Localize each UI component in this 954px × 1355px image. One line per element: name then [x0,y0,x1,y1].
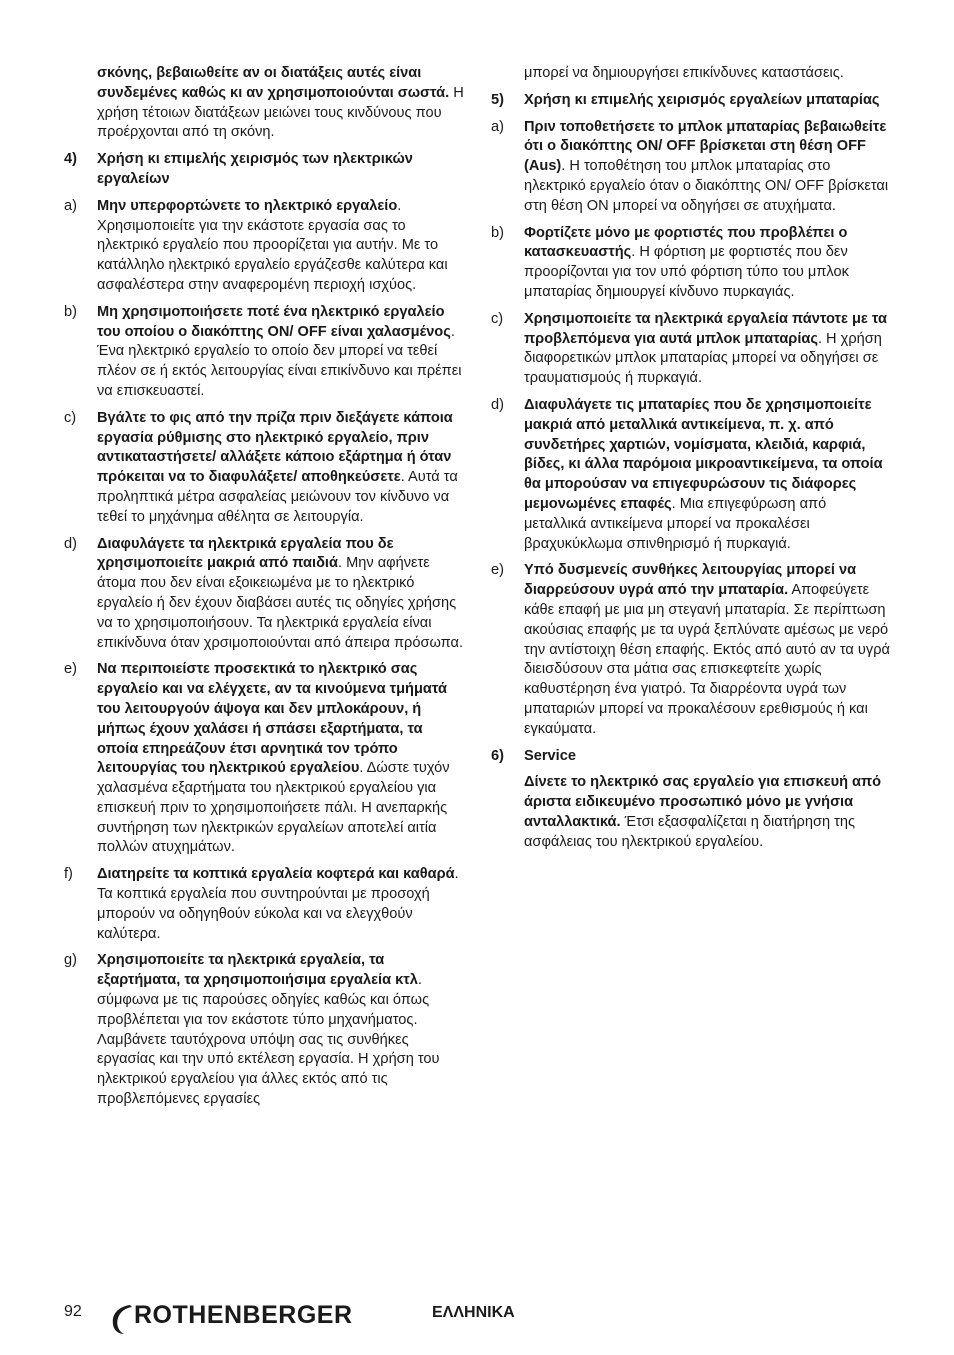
list-item: b) Μη χρησιμοποιήσετε ποτέ ένα ηλεκτρικό εργαλείο του οποίου ο διακόπτης ON/ OFF είναι χαλασμένος. Ένα ηλεκτρικό εργαλείο το οποίο δεν μπορεί να τεθεί πλέον σε ή εκτός λειτουργίας είναι επικίνδυνο και πρέπει να επισκευαστεί. [64,303,462,399]
list-item: a) Μην υπερφορτώνετε το ηλεκτρικό εργαλείο. Χρησιμοποιείτε για την εκάστοτε εργασία σας το ηλεκτρικό εργαλείο που προορίζεται για αυτήν. Με το κατάλληλο ηλεκτρικό εργαλείο εργάζεσθε καλύτερα και ασφαλέστερα στην αναφερομένη περιοχή ισχύος. [64,197,448,293]
continued-paragraph: μπορεί να δημιουργήσει επικίνδυνες καταστάσεις. [524,65,844,81]
page-number: 92 [64,1303,82,1320]
intro-paragraph: σκόνης, βεβαιωθείτε αν οι διατάξεις αυτές είναι συνδεμένες καθώς κι αν χρησιμοποιούνται σωστά. Η χρήση τέτοιων διατάξεων μειώνει τους κινδύνους που προέρχονται από τη σκόνη. [97,65,464,141]
list-item: e) Υπό δυσμενείς συνθήκες λειτουργίας μπορεί να διαρρεύσουν υγρά από την μπαταρία. Αποφεύγετε κάθε επαφή με μια μη στεγανή μπαταρία. Σε περίπτωση ακούσιας επαφής με τα υγρά ξεπλύνατε αμέσως με νερό την αντίστοιχη θέση επαφής. Εκτός από αυτό αν τα υγρά διεισδύσουν στα μάτια σας επισκεφτείτε χωρίς καθυστέρηση ένα γιατρό. Τα διαρρέοντα υγρά των μπαταριών μπορεί να προκαλέσουν ερεθισμούς ή και εγκαύματα. [491,562,890,737]
left-column [64,64,464,1117]
rothenberger-logo [108,1301,368,1335]
section-heading-6: 6) Service [491,747,576,764]
page-footer [64,1301,864,1335]
list-item: a) Πριν τοποθετήσετε το μπλοκ μπαταρίας βεβαιωθείτε ότι ο διακόπτης ON/ OFF βρίσκεται στη θέση OFF (Aus). Η τοποθέτηση του μπλοκ μπαταρίας στο ηλεκτρικό εργαλείο όταν ο διακόπτης ON/ OFF βρίσκεται στη θέση ON μπορεί να οδηγήσει σε ατυχήματα. [491,118,889,214]
language-label: ΕΛΛΗΝΙΚΑ [432,1304,515,1321]
list-item: b) Φορτίζετε μόνο με φορτιστές που προβλέπει ο κατασκευαστής. Η φόρτιση με φορτιστές που δεν προορίζονται για τον υπό φόρτιση τύπο του μπλοκ μπαταρίας δημιουργεί κίνδυνο πυρκαγιάς. [491,224,849,300]
list-item: g) Χρησιμοποιείτε τα ηλεκτρικά εργαλεία, τα εξαρτήματα, τα χρησιμοποιήσιμα εργαλεία κτλ. σύμφωνα με τις παρούσες οδηγίες καθώς και όπως προβλέπεται για τον εκάστοτε τύπο μηχανήματος. Λαμβάνετε ταυτόχρονα υπόψη σας τις συνθήκες εργασίας και την υπό εκτέλεση εργασία. Η χρήση του ηλεκτρικού εργαλείου για άλλες εκτός από τις προβλεπόμενες εργασίες [64,952,440,1108]
right-column [491,64,891,859]
logo-text: ROTHENBERGER [134,1301,353,1329]
list-item: c) Χρησιμοποιείτε τα ηλεκτρικά εργαλεία πάντοτε με τα προβλεπόμενα για αυτά μπλοκ μπαταρίας. Η χρήση διαφορετικών μπλοκ μπαταρίας μπορεί να οδηγήσει σε τραυματισμούς ή πυρκαγιά. [491,310,887,387]
section-heading-4: 4) Χρήση κι επιμελής χειρισμός των ηλεκτρικών εργαλείων [64,151,413,187]
list-item: d) Διαφυλάγετε τις μπαταρίες που δε χρησιμοποιείτε μακριά από μεταλλικά αντικείμενα, π. χ. από συνδετήρες χαρτιών, νομίσματα, κλειδιά, καρφιά, βίδες, κι άλλα παρόμοια μικροαντικείμενα, τα οποία θα μπορούσαν να επιγεφυρώσουν τις διάφορες μεμονωμένες επαφές. Μια επιγεφύρωση από μεταλλικά αντικείμενα μπορεί να προκαλέσει βραχυκύκλωμα σπινθηρισμό ή πυρκαγιά. [491,396,883,552]
list-item: d) Διαφυλάγετε τα ηλεκτρικά εργαλεία που δε χρησιμοποιείτε μακριά από παιδιά. Μην αφήνετε άτομα που δεν είναι εξοικειωμένα με το ηλεκτρικό εργαλείο ή δεν έχουν διαβάσει αυτές τις οδηγίες χρήσης να το χρησιμοποιήσουν. Τα ηλεκτρικά εργαλεία είναι επικίνδυνα όταν χρσιμοποιούνται από άπειρα πρόσωπα. [64,535,463,651]
list-item: e) Να περιποιείστε προσεκτικά το ηλεκτρικό σας εργαλείο και να ελέγχετε, αν τα κινούμενα τμήματά του λειτουργούν άψογα και δεν μπλοκάρουν, ή μήπως έχουν χαλάσει ή σπάσει εξαρτήματα, τα οποία επηρεάζουν έτσι αρνητικά τον τρόπο λειτουργίας του ηλεκτρικού εργαλείου. Δώστε τυχόν χαλασμένα εξαρτήματα του ηλεκτρικού εργαλείου για επισκευή πριν το χρησιμοποιήσετε πάλι. Η ανεπαρκής συντήρηση των ηλεκτρικών εργαλείων αποτελεί αιτία πολλών ατυχημάτων. [64,661,450,856]
section-heading-5: 5) Χρήση κι επιμελής χειρισμός εργαλείων μπαταρίας [491,91,880,108]
list-item: c) Βγάλτε το φις από την πρίζα πριν διεξάγετε κάποια εργασία ρύθμισης στο ηλεκτρικό εργαλείο, πριν αντικαταστήσετε/ αλλάξετε κάποιο εξάρτημα ή όταν πρόκειται να το διαφυλάξετε/ αποθηκεύσετε. Αυτά τα προληπτικά μέτρα ασφαλείας μειώνουν τον κίνδυνο να τεθεί το μηχάνημα αθέλητα σε λειτουργία. [64,409,458,525]
service-paragraph: Δίνετε το ηλεκτρικό σας εργαλείο για επισκευή από άριστα ειδικευμένο προσωπικό μόνο με γνήσια ανταλλακτικά. Έτσι εξασφαλίζεται η διατήρηση της ασφάλειας του ηλεκτρικού εργαλείου. [524,774,882,850]
list-item: f) Διατηρείτε τα κοπτικά εργαλεία κοφτερά και καθαρά. Τα κοπτικά εργαλεία που συντηρούνται με προσοχή μπορούν να οδηγηθούν εύκολα και να ελεγχθούν καλύτερα. [64,866,459,942]
